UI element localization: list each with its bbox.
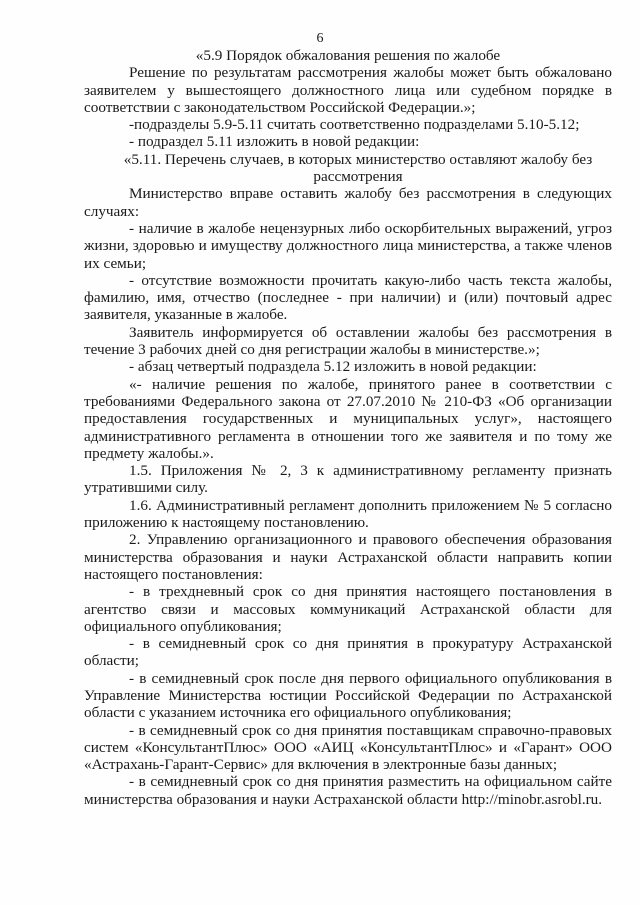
paragraph-renumber-subsections: -подразделы 5.9-5.11 считать соответственно подразделами 5.10-5.12; <box>129 116 580 134</box>
paragraph-subsection-5-11-new-edition: - подраздел 5.11 изложить в новой редакции: <box>129 133 420 151</box>
list-item-unreadable-text: - отсутствие возможности прочитать какую-либо часть текста жалобы, фамилию, имя, отчество (последнее - при наличии) и (или) почтовый адрес заявителя, указанные в жалобе. <box>84 271 612 324</box>
list-item-ministry-justice: - в семидневный срок после дня первого официального опубликования в Управление Министерства юстиции Российской Федерации по Астраханской области с указанием источника его официального опубликования; <box>84 669 612 722</box>
list-item-prosecutor: - в семидневный срок со дня принятия в прокуратуру Астраханской области; <box>84 635 612 670</box>
document-body <box>84 47 612 808</box>
list-item-legal-systems: - в семидневный срок со дня принятия поставщикам справочно-правовых систем «КонсультантПлюс» ООО «АИЦ «КонсультантПлюс» и «Гарант» ООО «Астрахань-Гарант-Сервис» для включения в электронные базы данных; <box>84 721 612 774</box>
list-item-three-day: - в трехдневный срок со дня принятия настоящего постановления в агентство связи и массовых коммуникаций Астраханской области для официального опубликования; <box>84 583 612 635</box>
section-heading-5-9: «5.9 Порядок обжалования решения по жалобе <box>195 47 501 64</box>
paragraph-previous-decision: «- наличие решения по жалобе, принятого ранее в соответствии с требованиями Федерального закона от 27.07.2010 № 210-ФЗ «Об организации предоставления государственных и муниципальных услуг», настоящего административного регламента в отношении того же заявителя и по тому же предмету жалобы.». <box>84 375 612 462</box>
paragraph-1-6: 1.6. Административный регламент дополнить приложением № 5 согласно приложению к настоящему постановлению. <box>84 496 612 532</box>
list-item-website: - в семидневный срок со дня принятия разместить на официальном сайте министерства образования и науки Астраханской области http://minobr.asrobl.ru. <box>84 773 612 808</box>
paragraph-1-5: 1.5. Приложения № 2, 3 к административному регламенту признать утратившими силу. <box>84 462 612 497</box>
page-number: 6 <box>316 31 324 46</box>
paragraph-appeal-decision: Решение по результатам рассмотрения жалобы может быть обжаловано заявителем у вышестоящего должностного лица или судебном порядке в соответствии с законодательством Российской Федерации.»; <box>84 64 612 116</box>
paragraph-applicant-informed: Заявитель информируется об оставлении жалобы без рассмотрения в течение 3 рабочих дней со дня регистрации жалобы в министерстве.»; <box>84 323 612 359</box>
paragraph-ministry-may-leave-complaint: Министерство вправе оставить жалобу без рассмотрения в следующих случаях: <box>84 185 612 220</box>
section-heading-5-11: «5.11. Перечень случаев, в которых министерство оставляют жалобу без рассмотрения <box>123 150 593 186</box>
list-item-obscene-language: - наличие в жалобе нецензурных либо оскорбительных выражений, угроз жизни, здоровью и имуществу должностного лица министерства, а также членов их семьи; <box>84 219 612 272</box>
paragraph-subsection-5-12-edit: - абзац четвертый подраздела 5.12 изложить в новой редакции: <box>129 358 537 376</box>
paragraph-2: 2. Управлению организационного и правового обеспечения образования министерства образования и науки Астраханской области направить копии настоящего постановления: <box>84 531 612 583</box>
